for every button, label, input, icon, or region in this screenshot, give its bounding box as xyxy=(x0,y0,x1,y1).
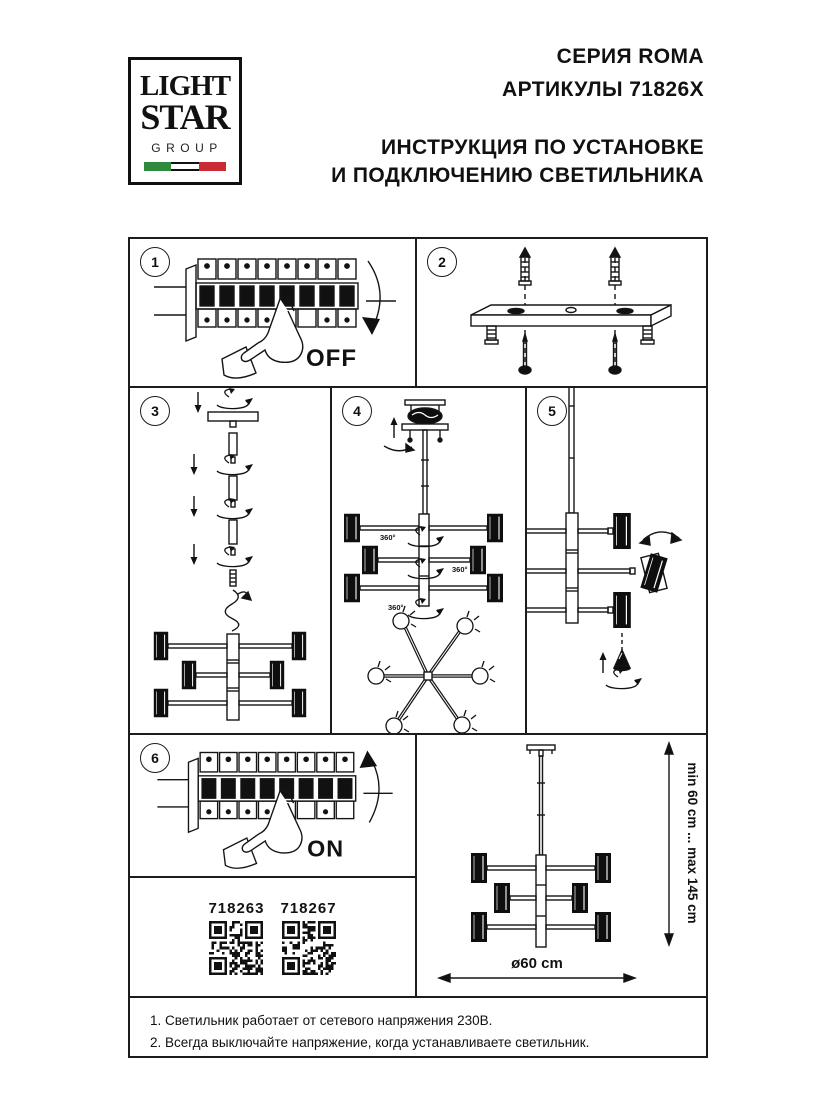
long-screw-icon xyxy=(609,334,621,374)
chandelier-side-view xyxy=(154,632,306,720)
note-line-2: 2. Всегда выключайте напряжение, когда устанавливаете светильник. xyxy=(150,1035,590,1050)
panel-step-1 xyxy=(128,237,417,388)
breaker-off-label: OFF xyxy=(306,345,357,372)
step-6-badge: 6 xyxy=(140,743,170,773)
stud-screw-icon xyxy=(641,326,654,344)
qr-code-block xyxy=(281,900,337,975)
rod-assembly-illustration xyxy=(130,388,330,733)
panel-step-2 xyxy=(415,237,708,388)
step-5-badge: 5 xyxy=(537,396,567,426)
height-dimension-arrow xyxy=(665,743,673,945)
step-1-badge: 1 xyxy=(140,247,170,277)
wire-icon xyxy=(225,590,251,631)
stud-screw-icon xyxy=(485,326,498,344)
switch-down-arrow-icon xyxy=(362,261,380,335)
hanging-rotation-illustration xyxy=(332,388,525,733)
panel-qr-codes xyxy=(128,876,417,998)
switch-up-arrow-icon xyxy=(360,751,379,823)
qr-code-image xyxy=(209,921,263,975)
series-title: СЕРИЯ ROMA xyxy=(556,45,704,68)
article-number: 718263 xyxy=(208,899,265,917)
mounting-bar xyxy=(471,305,671,326)
breaker-on-illustration xyxy=(138,735,412,875)
panel-step-6 xyxy=(128,733,417,878)
logo-word-star: STAR xyxy=(140,97,230,137)
bulb-icon xyxy=(600,633,643,689)
tilt-arrow-icon xyxy=(640,532,681,545)
instruction-title-line1: ИНСТРУКЦИЯ ПО УСТАНОВКЕ xyxy=(380,136,704,159)
rotation-360-label: 360° xyxy=(388,603,404,612)
height-dimension-label: min 60 cm ... max 145 cm xyxy=(685,762,700,924)
breaker-off-illustration xyxy=(138,241,412,385)
panel-dimensions xyxy=(415,733,708,998)
diameter-dimension-label: ø60 cm xyxy=(511,955,563,972)
rotation-360-label: 360° xyxy=(452,565,468,574)
shade-adjust-illustration xyxy=(527,388,706,733)
long-screw-icon xyxy=(519,334,531,374)
dimensions-illustration xyxy=(417,735,706,996)
chandelier-rotating-arms xyxy=(344,514,503,619)
panel-step-4 xyxy=(330,386,527,735)
chandelier-top-view xyxy=(368,606,495,733)
panel-step-5 xyxy=(525,386,708,735)
note-line-1: 1. Светильник работает от сетевого напряжения 230В. xyxy=(150,1013,493,1028)
logo-word-light: LIGHT xyxy=(139,70,231,102)
step-2-badge: 2 xyxy=(427,247,457,277)
chandelier-dimension-drawing xyxy=(471,745,611,947)
breaker-on-label: ON xyxy=(307,835,345,862)
diameter-dimension-arrow xyxy=(439,974,635,982)
panel-step-3 xyxy=(128,386,332,735)
step-3-badge: 3 xyxy=(140,396,170,426)
article-number: 718267 xyxy=(280,899,337,917)
step-4-badge: 4 xyxy=(342,396,372,426)
canopy-wiring xyxy=(384,400,448,452)
logo-word-group: GROUP xyxy=(151,141,223,156)
instruction-title-line2: И ПОДКЛЮЧЕНИЮ СВЕТИЛЬНИКА xyxy=(331,164,704,187)
mounting-bracket-illustration xyxy=(419,241,705,385)
lightstar-logo xyxy=(128,57,242,185)
qr-code-image xyxy=(282,921,336,975)
rotation-360-label: 360° xyxy=(380,533,396,542)
italian-flag-icon xyxy=(144,162,226,171)
panel-notes xyxy=(128,996,708,1058)
articles-title: АРТИКУЛЫ 71826X xyxy=(502,78,704,101)
qr-code-block xyxy=(208,900,264,975)
